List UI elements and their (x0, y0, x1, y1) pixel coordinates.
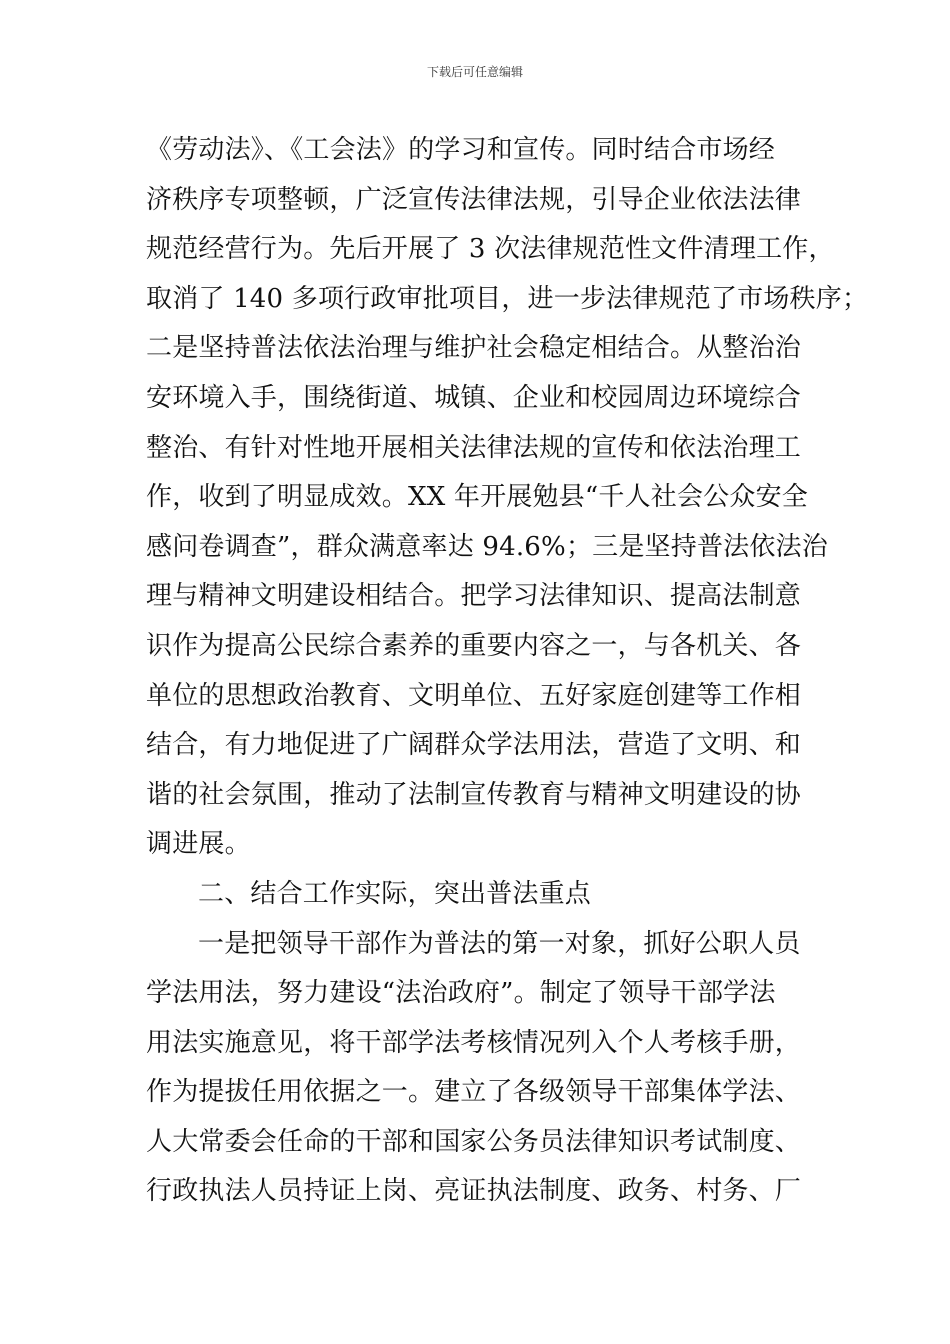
text-line: 结合，有力地促进了广阔群众学法用法，营造了文明、和 (146, 730, 802, 761)
text-line: 二是坚持普法依法治理与维护社会稳定相结合。从整治治 (146, 333, 802, 364)
text-line: 规范经营行为。先后开展了 3 次法律规范性文件清理工作， (146, 234, 835, 265)
text-line: 作为提拔任用依据之一。建立了各级领导干部集体学法、 (146, 1077, 802, 1108)
text-line: 感问卷调查”，群众满意率达 94.6%；三是坚持普法依法治 (146, 531, 828, 562)
text-line: 济秩序专项整顿，广泛宣传法律法规，引导企业依法法律 (146, 184, 802, 215)
section-heading: 二、结合工作实际，突出普法重点 (198, 878, 592, 909)
text-line: 识作为提高公民综合素养的重要内容之一，与各机关、各 (146, 630, 802, 661)
text-line: 学法用法，努力建设“法治政府”。制定了领导干部学法 (146, 978, 776, 1009)
document-body (146, 126, 869, 1217)
text-line: 整治、有针对性地开展相关法律法规的宣传和依法治理工 (146, 432, 802, 463)
text-line: 《劳动法》、《工会法》的学习和宣传。同时结合市场经 (146, 135, 776, 165)
text-line: 安环境入手，围绕街道、城镇、企业和校园周边环境综合 (146, 382, 802, 413)
text-line: 理与精神文明建设相结合。把学习法律知识、提高法制意 (146, 581, 802, 612)
text-line: 调进展。 (146, 829, 251, 860)
text-line: 作，收到了明显成效。XX 年开展勉县“千人社会公众安全 (146, 482, 808, 513)
text-line: 行政执法人员持证上岗、亮证执法制度、政务、村务、厂 (146, 1176, 802, 1207)
page-header: 下载后可任意编辑 (426, 65, 523, 79)
paragraph-start-line: 一是把领导干部作为普法的第一对象，抓好公职人员 (198, 928, 801, 959)
text-line: 用法实施意见，将干部学法考核情况列入个人考核手册， (146, 1027, 802, 1058)
text-line: 单位的思想政治教育、文明单位、五好家庭创建等工作相 (146, 680, 802, 711)
text-line: 谐的社会氛围，推动了法制宣传教育与精神文明建设的协 (146, 779, 802, 810)
text-line: 人大常委会任命的干部和国家公务员法律知识考试制度、 (146, 1126, 802, 1157)
text-line: 取消了 140 多项行政审批项目，进一步法律规范了市场秩序； (146, 283, 869, 314)
